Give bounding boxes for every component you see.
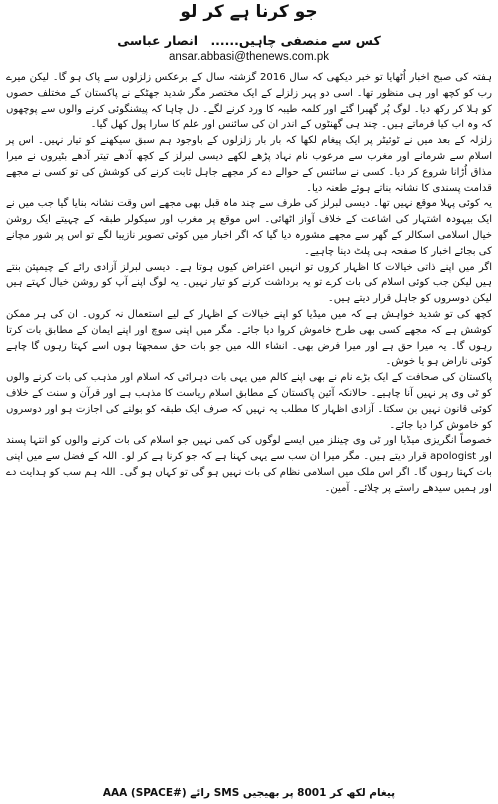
article-body — [6, 70, 492, 497]
article-paragraph: ہفتہ کی صبح اخبار اُٹھایا تو خبر دیکھی کہ سال 2016 گزشتہ سال کے برعکس زلزلوں سے پاک ہو گا۔ لیکن میرے رب کو کچھ اور ہی منظور تھا۔ اسی دو پہر زلزلے کے ایک مختصر مگر شدید جھٹکے نے پاکستان کے مختلف حصوں کو ہلا کر رکھ دیا۔ لوگ پُر گھبرا گئے اور کلمہ طیبہ کا ورد کرنے لگے۔ دل چاہا کہ پیشنگوئی کرنے والوں سے پوچھوں کہ وہ اب کیا فرماتے ہیں۔ چند ہی گھنٹوں کے اندر ان کی سائنس اور علم کا سارا پول کھل گیا۔ — [6, 72, 492, 131]
article-paragraph: زلزلہ کے بعد میں نے ٹوئیٹر پر ایک پیغام لکھا کہ بار بار زلزلوں کے باوجود ہم سبق سیکھنے کو تیار نہیں۔ اس پر اسلام سے شرمانے اور مغرب سے مرعوب نام نہاد پڑھے لکھے دیسی لبرلز کے کچھ آدھے تیتر آدھے بٹیروں نے میرا مذاق اُڑانا شروع کر دیا۔ کسی نے سائنس کے حوالے دے کر مجھے جاہل ثابت کرنے کی کوشش کی تو کسی نے مجھے قدامت پسندی کا نشانہ بناتے ہوئے طعنہ دیا۔ — [6, 135, 492, 194]
article-headline: جو کرنا ہے کر لو — [180, 2, 318, 22]
article-paragraph: کچھ کی تو شدید خواہش ہے کہ میں میڈیا کو اپنے خیالات کے اظہار کے لیے استعمال نہ کروں۔ ان کی ہر ممکن کوشش ہے کہ مجھے کسی بھی طرح خاموش کروا دیا جائے۔ مگر میں اپنی سوچ اور اپنے ایمان کے مطابق بات کرتا رہوں گا۔ یہ میرا حق ہے اور میرا فرض بھی۔ انشاء اللہ میں جو بات حق سمجھتا ہوں اسے کہتا رہوں گا چاہے کوئی ناراض ہو یا خوش۔ — [6, 308, 492, 368]
article-paragraph: خصوصاً انگریزی میڈیا اور ٹی وی چینلز میں ایسے لوگوں کی کمی نہیں جو اسلام کی بات کرنے والوں کو انتہا پسند اور apologist قرار دیتے ہیں۔ مگر میرا ان سب سے یہی کہنا ہے کہ جو کرنا ہے کر لو۔ اللہ کے فضل سے میں اپنی بات کہتا رہوں گا۔ اگر اس ملک میں اسلامی نظام کی بات نہیں ہو گی تو کہاں ہو گی۔ اللہ ہم سب کو ہدایت دے اور ہمیں سیدھے راستے پر چلائے۔ آمین۔ — [6, 435, 492, 494]
article-paragraph: اگر میں اپنے ذاتی خیالات کا اظہار کروں تو انہیں اعتراض کیوں ہوتا ہے۔ دیسی لبرلز آزادی رائے کے چیمپئن بنتے ہیں لیکن جب کوئی اسلام کی بات کرے تو یہ برداشت کرنے کو تیار نہیں۔ یہ لوگ اپنے آپ کو روشن خیال کہتے ہیں لیکن دوسروں کو جاہل قرار دیتے ہیں۔ — [6, 261, 492, 305]
sms-feedback-note: پیغام لکھ کر 8001 پر بھیجیں SMS رائے (#AAA (SPACE — [102, 787, 396, 799]
byline-quote: کس سے منصفی چاہیں...... — [210, 33, 381, 48]
author-name: انصار عباسی — [117, 33, 199, 48]
byline — [6, 32, 492, 49]
author-email: ansar.abbasi@thenews.com.pk — [169, 51, 329, 63]
article-paragraph: پاکستان کی صحافت کے ایک بڑے نام نے بھی اپنے کالم میں یہی بات دہرائی کہ اسلام اور مذہب کی بات کرنے والوں کو ٹی وی پر نہیں آنا چاہیے۔ حالانکہ آئین پاکستان کے مطابق اسلام ریاست کا مذہب ہے اور قرآن و سنت کے خلاف کوئی قانون نہیں بن سکتا۔ آزادی اظہار کا مطلب یہ نہیں کہ صرف ایک طبقہ کو بولنے کی اجازت ہو اور دوسروں کو خاموش کرا دیا جائے۔ — [6, 372, 492, 431]
article-paragraph: یہ کوئی پہلا موقع نہیں تھا۔ دیسی لبرلز کی طرف سے چند ماہ قبل بھی مجھے اس وقت نشانہ بنایا گیا جب میں نے ایک بیہودہ اشتہار کی اشاعت کے خلاف آواز اٹھائی۔ اس موقع پر مغرب اور سیکولر طبقہ کے چہیتے ایک روشن خیال اسلامی اسکالر کے گھر سے مجھے مشورہ دیا گیا کہ اگر اخبار میں کوئی تصویر نازیبا لگے تو اس پر شور مچانے کی بجائے اخبار کا صفحہ ہی پلٹ دینا چاہیے۔ — [6, 198, 492, 257]
